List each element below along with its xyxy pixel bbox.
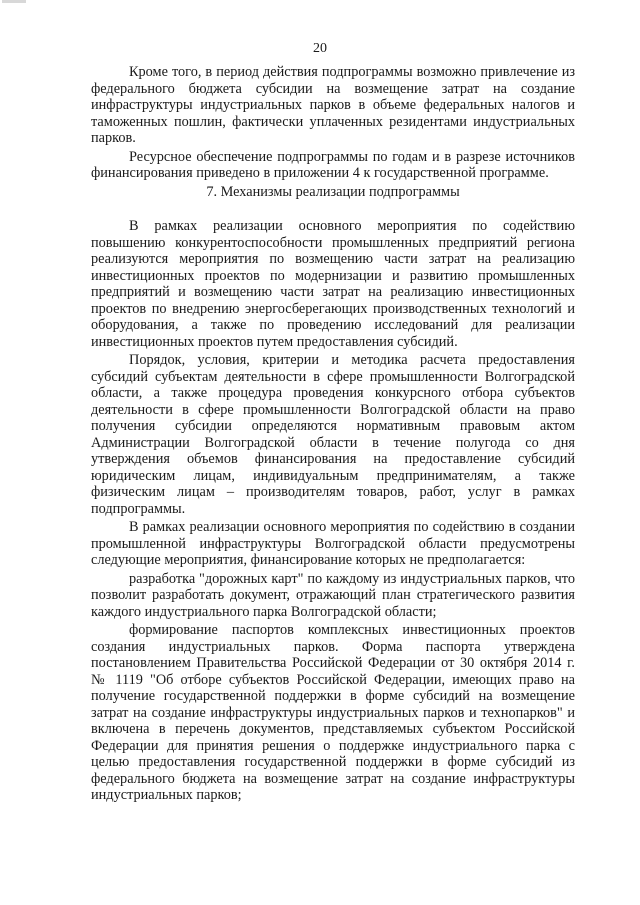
section-heading: 7. Механизмы реализации подпрограммы xyxy=(206,183,460,200)
paragraph-resource-provision: Ресурсное обеспечение подпрограммы по годам и в разрезе источников финансирования приведено в приложении 4 к государственной программе. xyxy=(91,148,575,181)
paragraph-competitiveness: В рамках реализации основного мероприятия по содействию повышению конкурентоспособности промышленных предприятий региона реализуются мероприятия по возмещению части затрат на реализацию инвестиционных проектов по модернизации и развитию промышленных предприятий и возмещению части затрат на реализацию инвестиционных проектов по внедрению энергосберегающих производственных технологий и оборудования, а также по проведению исследований для реализации инвестиционных проектов путем предоставления субсидий. xyxy=(91,218,575,350)
paragraph-infrastructure: В рамках реализации основного мероприятия по содействию в создании промышленной инфраструктуры Волгоградской области предусмотрены следующие мероприятия, финансирование которых не предполагается: xyxy=(91,519,575,568)
scan-artifact xyxy=(2,0,26,3)
paragraph-passports: формирование паспортов комплексных инвестиционных проектов создания индустриальных парков. Форма паспорта утверждена постановлением Правительства Российской Федерации от 30 октября 2014 г. № 1119 "Об отборе субъектов Российской Федерации, имеющих право на получение государственной поддержки в форме субсидий на возмещение затрат на создание инфраструктуры индустриальных парков и технопарков" и включена в перечень документов, представляемых субъектом Российской Федерации для принятия решения о поддержке индустриального парка с целью предоставления государственной поддержки в форме субсидий из федерального бюджета на возмещение затрат на создание инфраструктуры индустриальных парков; xyxy=(91,622,575,803)
paragraph-roadmaps: разработка "дорожных карт" по каждому из индустриальных парков, что позволит разработать документ, отражающий план стратегического развития каждого индустриального парка Волгоградской области; xyxy=(91,570,575,620)
document-body xyxy=(91,64,575,804)
paragraph-subsidy-federal: Кроме того, в период действия подпрограммы возможно привлечение из федерального бюджета субсидии на возмещение затрат на создание инфраструктуры индустриальных парков в объеме федеральных налогов и таможенных пошлин, фактически уплаченных резидентами индустриальных парков. xyxy=(91,64,575,146)
paragraph-procedure: Порядок, условия, критерии и методика расчета предоставления субсидий субъектам деятельности в сфере промышленности Волгоградской области, а также процедура проведения конкурсного отбора субъектов деятельности в сфере промышленности Волгоградской области на право получения субсидии определяются нормативным правовым актом Администрации Волгоградской области в течение полугода со дня утверждения объемов финансирования на предоставление субсидий юридическим лицам, индивидуальным предпринимателям, а также физическим лицам – производителям товаров, работ, услуг в рамках подпрограммы. xyxy=(91,352,575,517)
page-number: 20 xyxy=(313,41,327,56)
